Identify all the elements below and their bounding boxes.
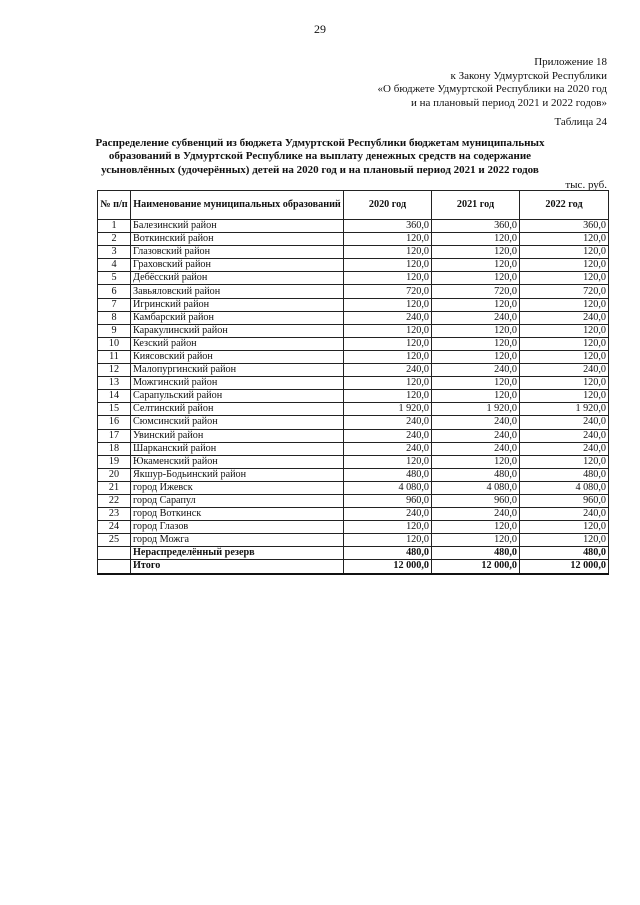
row-name: город Воткинск <box>131 508 344 521</box>
table-row <box>98 259 609 272</box>
row-2022: 480,0 <box>520 468 609 481</box>
row-2021: 240,0 <box>432 311 520 324</box>
row-2020: 240,0 <box>344 508 432 521</box>
row-num: 24 <box>98 521 131 534</box>
table-row <box>98 416 609 429</box>
row-2022: 120,0 <box>520 324 609 337</box>
document-title: Распределение субвенций из бюджета Удмуртской Республики бюджетам муниципальных образований в Удмуртской Республике на выплату денежных средств на содержание усыновлённых (удочерённых) детей на 2020 год и на плановый период 2021 и 2022 годов <box>95 137 545 176</box>
row-2020: 120,0 <box>344 298 432 311</box>
row-name: Кезский район <box>131 337 344 350</box>
row-2021: 120,0 <box>432 390 520 403</box>
row-2021: 120,0 <box>432 521 520 534</box>
row-name: Камбарский район <box>131 311 344 324</box>
row-2021: 960,0 <box>432 494 520 507</box>
row-2022: 120,0 <box>520 259 609 272</box>
row-2021: 240,0 <box>432 442 520 455</box>
row-2022: 4 080,0 <box>520 481 609 494</box>
row-2022: 120,0 <box>520 521 609 534</box>
row-num: 2 <box>98 233 131 246</box>
table-row <box>98 350 609 363</box>
row-2020: 120,0 <box>344 455 432 468</box>
row-2020: 4 080,0 <box>344 481 432 494</box>
row-2022: 1 920,0 <box>520 403 609 416</box>
row-name: Сюмсинский район <box>131 416 344 429</box>
row-2020: 120,0 <box>344 246 432 259</box>
row-2020: 120,0 <box>344 390 432 403</box>
row-name: Можгинский район <box>131 377 344 390</box>
table-row <box>98 521 609 534</box>
reserve-2022: 480,0 <box>520 547 609 560</box>
row-2020: 240,0 <box>344 364 432 377</box>
row-2021: 120,0 <box>432 246 520 259</box>
row-2020: 480,0 <box>344 468 432 481</box>
row-2022: 240,0 <box>520 364 609 377</box>
row-name: город Глазов <box>131 521 344 534</box>
row-2020: 120,0 <box>344 259 432 272</box>
row-2021: 120,0 <box>432 259 520 272</box>
row-2020: 360,0 <box>344 220 432 233</box>
table-row <box>98 455 609 468</box>
table-row <box>98 390 609 403</box>
table-row <box>98 285 609 298</box>
units-label: тыс. руб. <box>565 179 607 191</box>
row-2022: 120,0 <box>520 377 609 390</box>
header-2021: 2021 год <box>432 191 520 220</box>
row-name: Селтинский район <box>131 403 344 416</box>
row-2022: 240,0 <box>520 508 609 521</box>
row-name: Дебёсский район <box>131 272 344 285</box>
row-2021: 240,0 <box>432 508 520 521</box>
row-2020: 240,0 <box>344 416 432 429</box>
row-2021: 240,0 <box>432 416 520 429</box>
row-2022: 240,0 <box>520 311 609 324</box>
row-num: 11 <box>98 350 131 363</box>
reserve-2021: 480,0 <box>432 547 520 560</box>
row-num: 22 <box>98 494 131 507</box>
row-name: Киясовский район <box>131 350 344 363</box>
row-name: Воткинский район <box>131 233 344 246</box>
table-row <box>98 494 609 507</box>
row-2020: 120,0 <box>344 272 432 285</box>
row-num: 18 <box>98 442 131 455</box>
row-2021: 120,0 <box>432 350 520 363</box>
row-name: Малопургинский район <box>131 364 344 377</box>
row-2022: 120,0 <box>520 272 609 285</box>
row-num: 8 <box>98 311 131 324</box>
table-row <box>98 534 609 547</box>
total-num <box>98 560 131 574</box>
row-2022: 240,0 <box>520 416 609 429</box>
row-num: 4 <box>98 259 131 272</box>
row-num: 25 <box>98 534 131 547</box>
row-num: 17 <box>98 429 131 442</box>
row-name: Юкаменский район <box>131 455 344 468</box>
row-name: город Ижевск <box>131 481 344 494</box>
table-row <box>98 272 609 285</box>
row-num: 1 <box>98 220 131 233</box>
row-2020: 240,0 <box>344 429 432 442</box>
appendix-line-1: Приложение 18 <box>534 56 607 68</box>
row-name: Шарканский район <box>131 442 344 455</box>
reserve-row <box>98 547 609 560</box>
row-name: город Сарапул <box>131 494 344 507</box>
row-num: 9 <box>98 324 131 337</box>
row-2020: 720,0 <box>344 285 432 298</box>
table-body <box>98 220 609 574</box>
row-2022: 120,0 <box>520 337 609 350</box>
row-name: Граховский район <box>131 259 344 272</box>
header-num: № п/п <box>98 191 131 220</box>
row-name: Якшур-Бодьинский район <box>131 468 344 481</box>
reserve-num <box>98 547 131 560</box>
row-2020: 120,0 <box>344 377 432 390</box>
row-num: 23 <box>98 508 131 521</box>
row-name: Каракулинский район <box>131 324 344 337</box>
row-2020: 120,0 <box>344 233 432 246</box>
row-num: 20 <box>98 468 131 481</box>
appendix-line-4: и на плановый период 2021 и 2022 годов» <box>410 96 607 109</box>
table-row <box>98 403 609 416</box>
table-row <box>98 324 609 337</box>
row-2020: 240,0 <box>344 442 432 455</box>
row-2021: 480,0 <box>432 468 520 481</box>
page-number: 29 <box>314 22 326 36</box>
row-name: Увинский район <box>131 429 344 442</box>
row-2021: 240,0 <box>432 429 520 442</box>
row-2020: 240,0 <box>344 311 432 324</box>
table-row <box>98 246 609 259</box>
table-row <box>98 429 609 442</box>
total-name: Итого <box>131 560 344 574</box>
table-row <box>98 481 609 494</box>
table-row <box>98 337 609 350</box>
row-name: Завьяловский район <box>131 285 344 298</box>
row-num: 16 <box>98 416 131 429</box>
row-name: Игринский район <box>131 298 344 311</box>
table-label: Таблица 24 <box>554 116 607 128</box>
row-name: Глазовский район <box>131 246 344 259</box>
row-2022: 120,0 <box>520 246 609 259</box>
row-2021: 120,0 <box>432 324 520 337</box>
row-num: 12 <box>98 364 131 377</box>
row-num: 14 <box>98 390 131 403</box>
row-2022: 720,0 <box>520 285 609 298</box>
row-2021: 120,0 <box>432 377 520 390</box>
subsidy-table <box>97 190 609 575</box>
row-2022: 120,0 <box>520 233 609 246</box>
reserve-name: Нераспределённый резерв <box>131 547 344 560</box>
row-num: 6 <box>98 285 131 298</box>
row-num: 21 <box>98 481 131 494</box>
row-2022: 240,0 <box>520 442 609 455</box>
row-2020: 120,0 <box>344 350 432 363</box>
row-2020: 960,0 <box>344 494 432 507</box>
row-2020: 120,0 <box>344 534 432 547</box>
header-2020: 2020 год <box>344 191 432 220</box>
row-2021: 240,0 <box>432 364 520 377</box>
row-name: Сарапульский район <box>131 390 344 403</box>
table-row <box>98 298 609 311</box>
row-2021: 120,0 <box>432 272 520 285</box>
row-2022: 360,0 <box>520 220 609 233</box>
total-2020: 12 000,0 <box>344 560 432 574</box>
row-2022: 120,0 <box>520 298 609 311</box>
row-2022: 240,0 <box>520 429 609 442</box>
row-num: 19 <box>98 455 131 468</box>
row-2021: 120,0 <box>432 233 520 246</box>
row-num: 13 <box>98 377 131 390</box>
row-2022: 120,0 <box>520 350 609 363</box>
row-2021: 120,0 <box>432 455 520 468</box>
row-2020: 120,0 <box>344 521 432 534</box>
row-2020: 120,0 <box>344 324 432 337</box>
table-row <box>98 442 609 455</box>
row-2021: 120,0 <box>432 298 520 311</box>
row-2022: 120,0 <box>520 455 609 468</box>
row-2020: 1 920,0 <box>344 403 432 416</box>
header-2022: 2022 год <box>520 191 609 220</box>
row-2021: 4 080,0 <box>432 481 520 494</box>
row-name: город Можга <box>131 534 344 547</box>
table-row <box>98 220 609 233</box>
row-num: 5 <box>98 272 131 285</box>
table-header-row <box>98 191 609 220</box>
table-row <box>98 233 609 246</box>
table-row <box>98 508 609 521</box>
row-2022: 960,0 <box>520 494 609 507</box>
appendix-header <box>378 56 607 130</box>
table-row <box>98 364 609 377</box>
row-num: 15 <box>98 403 131 416</box>
appendix-line-3: «О бюджете Удмуртской Республики на 2020 год <box>377 83 607 95</box>
table-row <box>98 377 609 390</box>
row-2020: 120,0 <box>344 337 432 350</box>
row-num: 3 <box>98 246 131 259</box>
row-2021: 1 920,0 <box>432 403 520 416</box>
total-row <box>98 560 609 574</box>
row-num: 7 <box>98 298 131 311</box>
header-name: Наименование муниципальных образований <box>131 191 344 220</box>
table-row <box>98 468 609 481</box>
row-name: Балезинский район <box>131 220 344 233</box>
row-2021: 360,0 <box>432 220 520 233</box>
reserve-2020: 480,0 <box>344 547 432 560</box>
total-2022: 12 000,0 <box>520 560 609 574</box>
row-2021: 120,0 <box>432 337 520 350</box>
row-2021: 120,0 <box>432 534 520 547</box>
row-2022: 120,0 <box>520 534 609 547</box>
appendix-line-2: к Закону Удмуртской Республики <box>450 69 607 82</box>
row-2022: 120,0 <box>520 390 609 403</box>
row-num: 10 <box>98 337 131 350</box>
table-row <box>98 311 609 324</box>
total-2021: 12 000,0 <box>432 560 520 574</box>
row-2021: 720,0 <box>432 285 520 298</box>
